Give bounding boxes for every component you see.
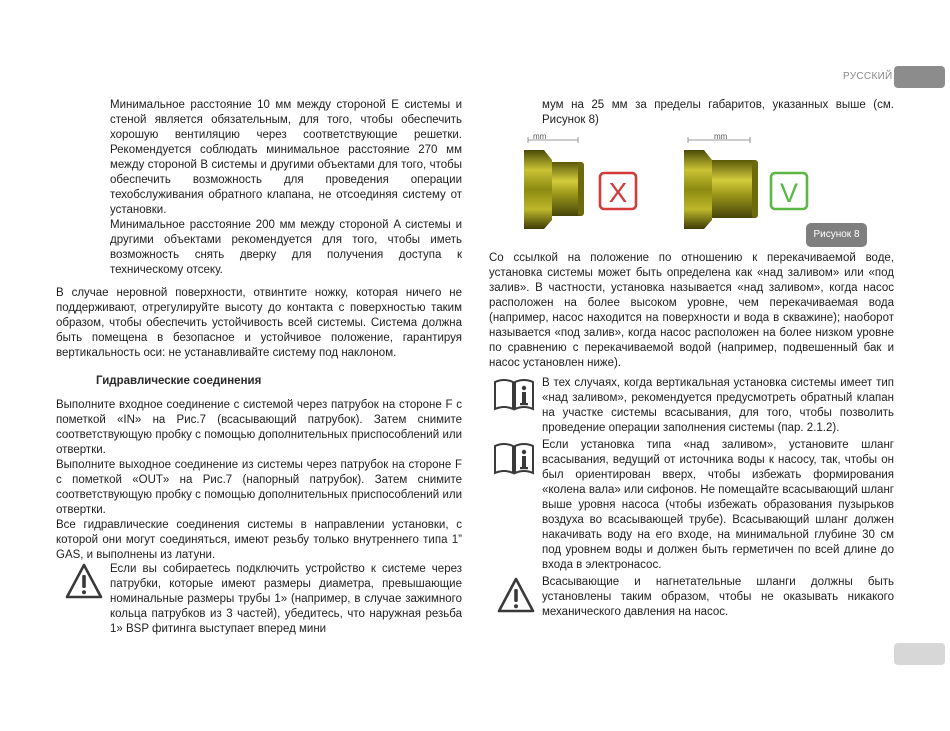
inlet-connection-paragraph: Выполните входное соединение с системой через патрубок на стороне F с пометкой «IN» на Рис.7 (всасывающий патрубок). Затем снимите соответствующую пробку с помощью дополнительных приспособлений или отвертки.	[56, 399, 462, 456]
thread-type-paragraph: Все гидравлические соединения системы в направлении установки, с которой они могут соединяться, имеют резьбу только внутреннего типа 1” GAS, и выполнены из латуни.	[56, 519, 462, 561]
dimension-label-2: mm	[714, 132, 728, 141]
section-heading: Гидравлические соединения	[96, 375, 262, 387]
warning-icon	[64, 562, 104, 600]
dimension-label-1: mm	[533, 132, 547, 141]
installation-position-paragraph: Со ссылкой на положение по отношению к перекачиваемой воде, установка системы может быть определена как «над заливом» или «под залив». В частности, установка называется «над заливом», когда насос расположен на более высоком уровне, чем перекачиваемая вода (например, насос находится на поверхности и вода в скважине); наоборот называется «под залив», когда насос расположен на более низком уровне по сравнению с перекачиваемой водой (например, подвешенный бак и насос установлен ниже).	[489, 252, 894, 369]
fitting-incorrect	[524, 132, 584, 229]
uneven-surface-paragraph: В случае неровной поверхности, отвинтите ножку, которая ничего не поддерживают, отрегулируйте высоту до контакта с поверхностью таким образом, чтобы обеспечить устойчивость всей системы. Система должна быть помещена в безопасное и устойчивое положение, гарантируя вертикальность оси: не устанавливайте систему под наклоном.	[56, 287, 462, 359]
warning-paragraph-2: Всасывающие и нагнетательные шланги должны быть установлены таким образом, чтобы не оказывать никакого механического давления на насос.	[542, 576, 894, 618]
warning-icon	[496, 576, 536, 614]
correct-mark-label: V	[779, 178, 799, 208]
language-tab	[894, 66, 945, 88]
clearance-continuation-paragraph: мум на 25 мм за пределы габаритов, указанных выше (см. Рисунок 8)	[542, 99, 894, 126]
correct-mark-icon	[771, 173, 807, 209]
fitting-correct	[684, 132, 758, 229]
clearance-paragraph-2: Минимальное расстояние 200 мм между стороной A системы и другими объектами рекомендуется для того, чтобы иметь возможность снять дверку для получения доступа к техническому отсеку.	[110, 219, 462, 276]
info-note-paragraph-1: В тех случаях, когда вертикальная установка системы имеет тип «над заливом», рекомендуется предусмотреть обратный клапан на участке системы всасывания, для того, чтобы позволить проведение операции заполнения системы (пар. 2.1.2).	[542, 377, 894, 434]
figure-8-fittings	[518, 128, 863, 233]
warning-paragraph-1: Если вы собираетесь подключить устройство к системе через патрубки, которые имеют размеры диаметра, превышающие номинальные размеры трубы 1» (например, в случае зажимного кольца патрубков из 3 частей), убедитесь, что наружная резьба 1» BSP фитинга выступает вперед мини	[110, 563, 462, 635]
language-label: РУССКИЙ	[843, 71, 893, 82]
info-note-paragraph-2: Если установка типа «над заливом», установите шланг всасывания, ведущий от источника воды к насосу, так, чтобы он был ориентирован вверх, чтобы избежать формирования «колена вала» или сифонов. Не помещайте всасывающий шланг выше уровня насоса (чтобы избежать образования пузырьков воздуха во всасывающей трубе). Всасывающий шланг должен накачивать воду на его входе, на минимальной глубине 30 см под уровнем воды и должен быть герметичен по всей длине до входа в электронасос.	[542, 439, 894, 571]
manual-info-icon	[492, 440, 536, 476]
outlet-connection-paragraph: Выполните выходное соединение из системы через патрубок на стороне F с пометкой «OUT» на Рис.7 (напорный патрубок). Затем снимите соответствующую пробку с помощью дополнительных приспособлений или отвертки.	[56, 459, 462, 516]
figure-caption: Рисунок 8	[806, 223, 867, 247]
manual-info-icon	[492, 376, 536, 412]
page-number-tab	[894, 643, 945, 665]
incorrect-mark-icon	[600, 173, 636, 209]
incorrect-mark-label: X	[608, 177, 628, 208]
clearance-paragraph-1: Минимальное расстояние 10 мм между стороной E системы и стеной является обязательным, для того, чтобы обеспечить хорошую вентиляцию через соответствующие решетки. Рекомендуется соблюдать минимальное расстояние 270 мм между стороной B системы и другими объектами для того, чтобы обеспечить возможность для проведения операции техобслуживания обратного клапана, не отсоединяя систему от установки.	[110, 99, 462, 216]
